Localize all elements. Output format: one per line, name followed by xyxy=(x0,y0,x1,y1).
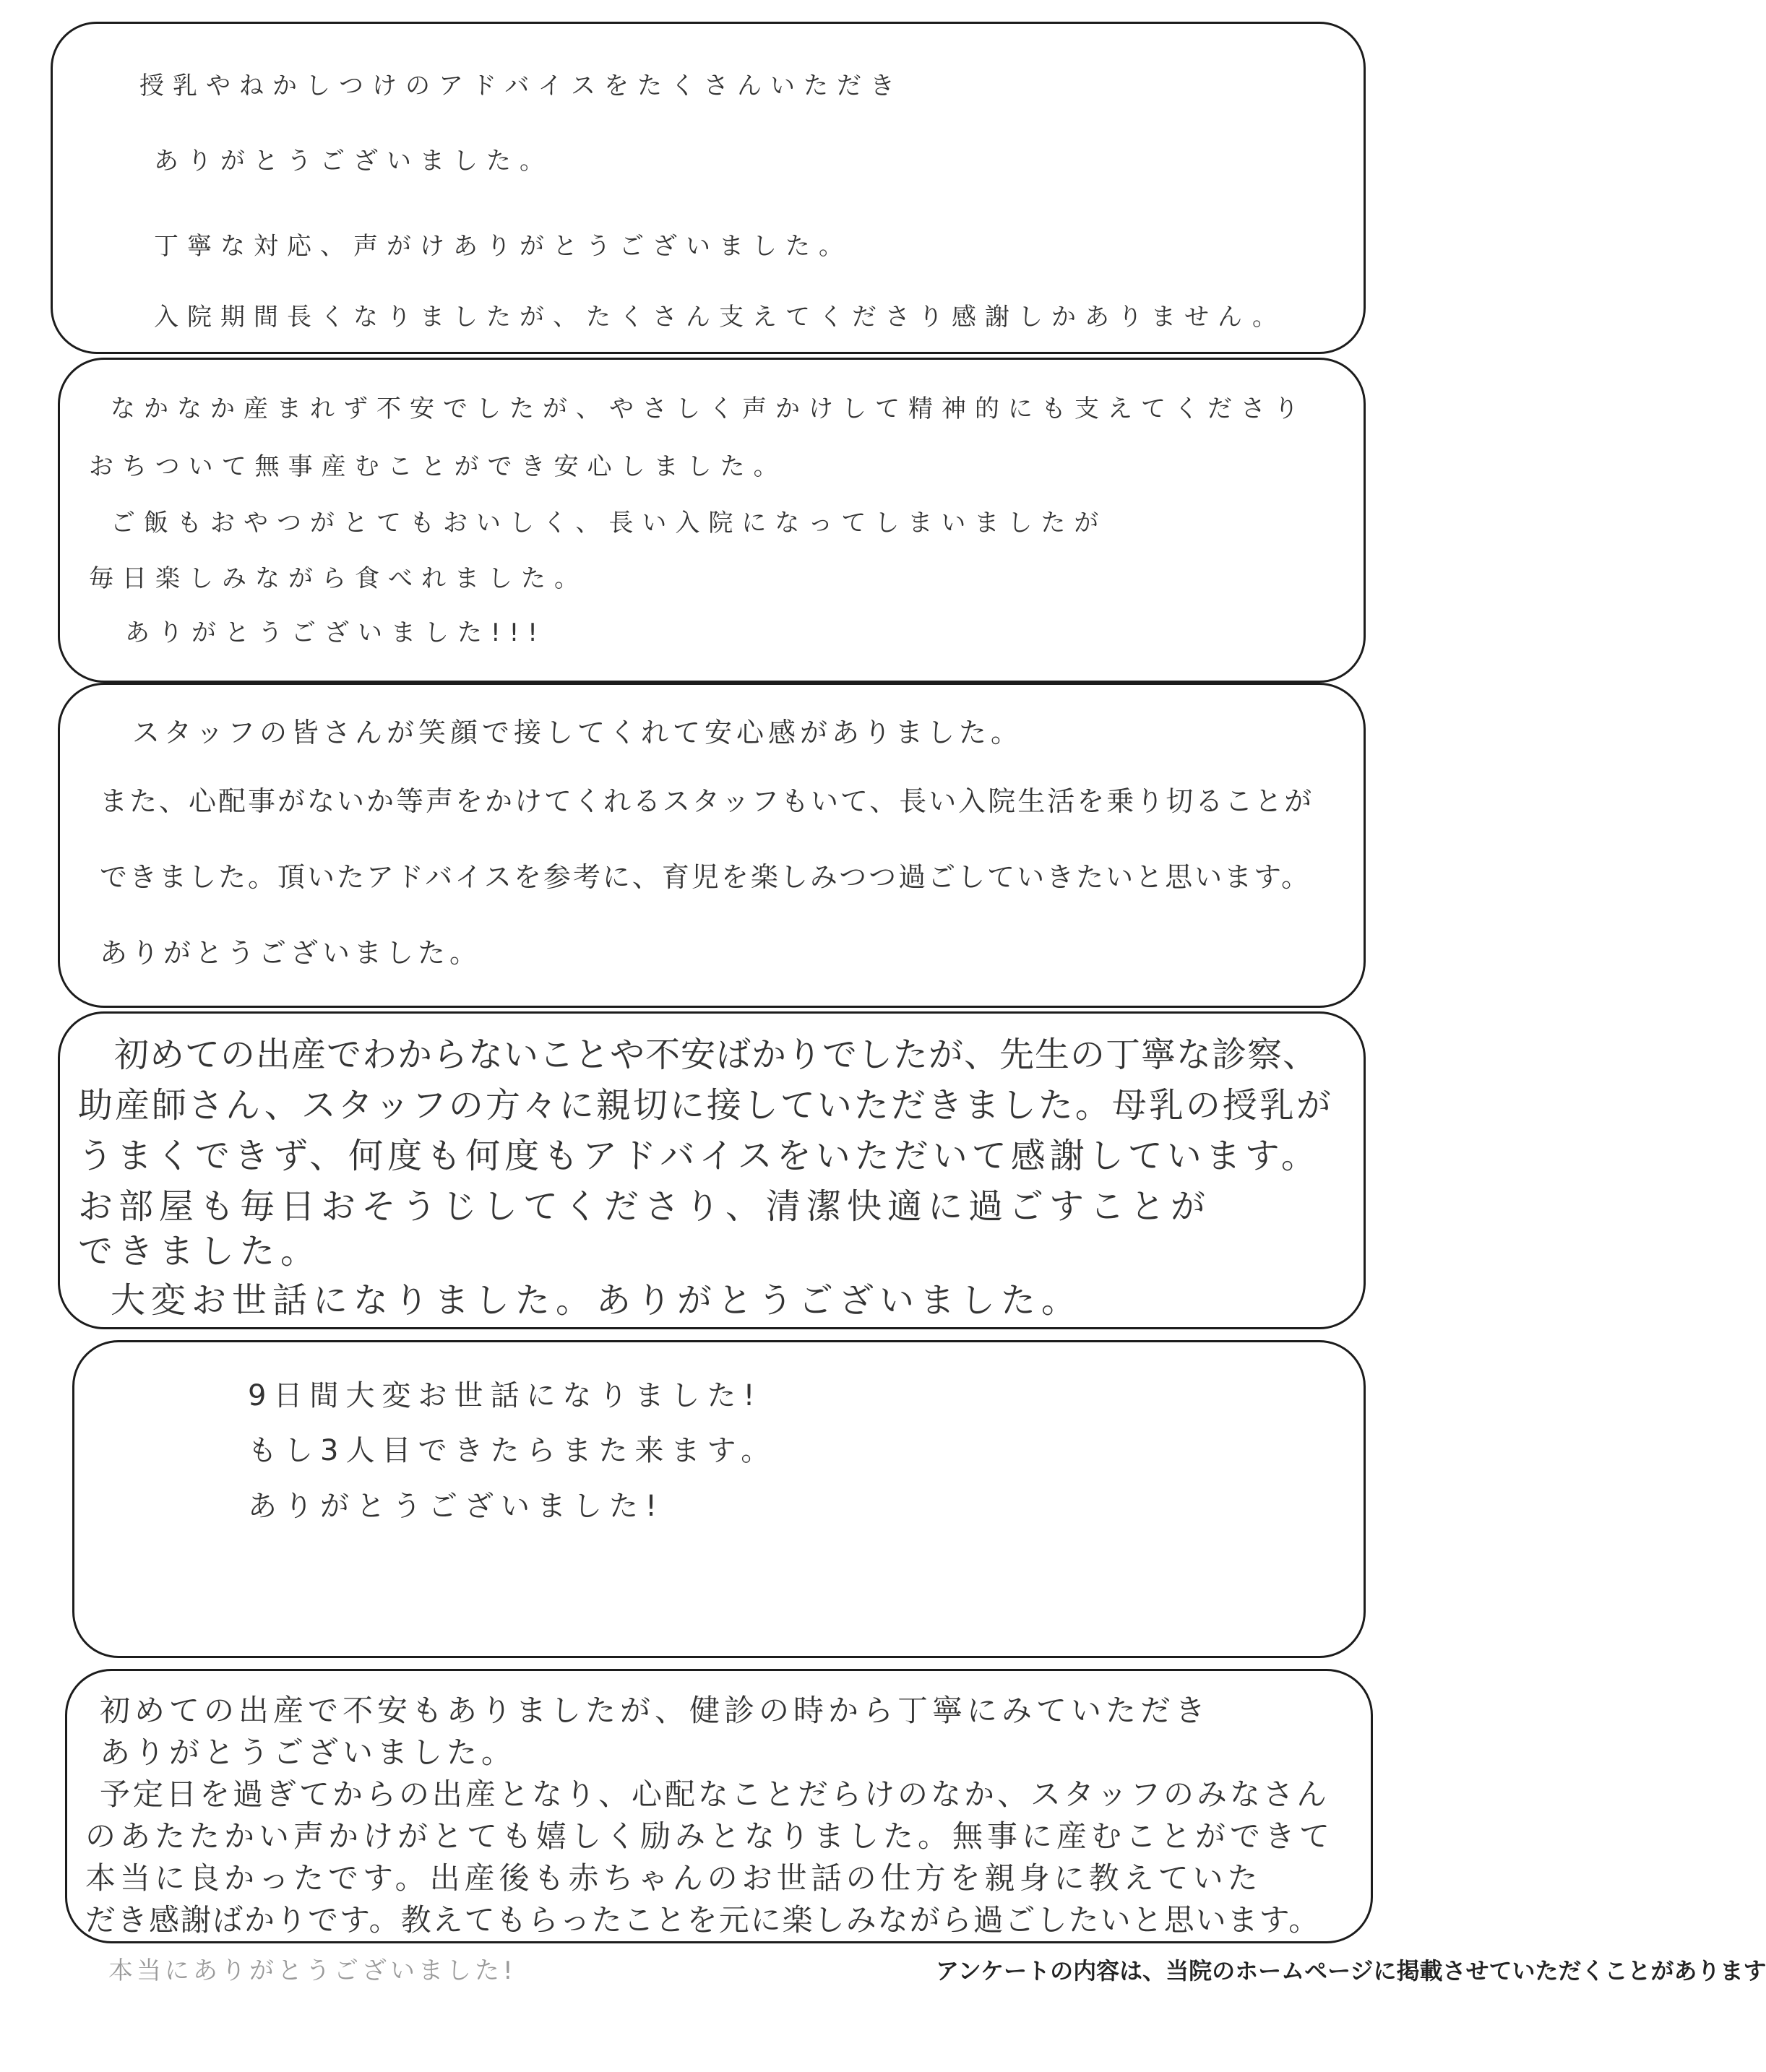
comment-line: また、心配事がないか等声をかけてくれるスタッフもいて、長い入院生活を乗り切ることが xyxy=(100,785,1314,817)
comment-line: うまくできず、何度も何度もアドバイスをいただいて感謝しています。 xyxy=(78,1136,1320,1176)
comment-line: 助産師さん、スタッフの方々に親切に接していただきました。母乳の授乳が xyxy=(78,1085,1333,1126)
comment-card-1 xyxy=(51,22,1366,354)
comment-line: 初めての出産で不安もありましたが、健診の時から丁寧にみていただき xyxy=(100,1693,1210,1728)
comment-line: お部屋も毎日おそうじしてくださり、清潔快適に過ごすことが xyxy=(78,1186,1212,1227)
comment-card-6 xyxy=(65,1669,1373,1943)
comment-line: おちついて無事産むことができ安心しました。 xyxy=(89,452,787,481)
comment-line: ありがとうございました。 xyxy=(154,147,553,176)
comment-line: 予定日を過ぎてからの出産となり、心配なことだらけのなか、スタッフのみなさん xyxy=(100,1777,1330,1812)
comment-line: もし3人目できたらまた来ます。 xyxy=(248,1434,778,1467)
comment-line: 毎日楽しみながら食べれました。 xyxy=(89,564,587,593)
comment-trailing-line: 本当にありがとうございました! xyxy=(108,1956,517,1985)
comment-line: ありがとうございました。 xyxy=(100,1735,517,1770)
comment-line: 9日間大変お世話になりました! xyxy=(248,1379,762,1412)
comment-line: ありがとうございました!!! xyxy=(125,618,546,647)
comment-line: ご飯もおやつがとてもおいしく、長い入院になってしまいましたが xyxy=(111,509,1108,538)
comment-line: 初めての出産でわからないことや不安ばかりでしたが、先生の丁寧な診察、 xyxy=(114,1035,1319,1075)
comment-card-5 xyxy=(72,1340,1366,1658)
comment-line: なかなか産まれず不安でしたが、やさしく声かけして精神的にも支えてくださり xyxy=(111,394,1307,423)
comment-card-4 xyxy=(58,1011,1366,1329)
comment-line: 丁寧な対応、声がけありがとうございました。 xyxy=(154,232,852,261)
comment-card-3 xyxy=(58,683,1366,1008)
comment-line: できました。 xyxy=(78,1231,322,1272)
comment-line: だき感謝ばかりです。教えてもらったことを元に楽しみながら過ごしたいと思います。 xyxy=(85,1902,1321,1938)
publication-notice: アンケートの内容は、当院のホームページに掲載させていただくことがあります xyxy=(936,1957,1766,1985)
comment-line: のあたたかい声かけがとても嬉しく励みとなりました。無事に産むことができて xyxy=(85,1818,1335,1854)
comment-line: ありがとうございました。 xyxy=(100,937,482,969)
comment-line: スタッフの皆さんが笑顔で接してくれて安心感がありました。 xyxy=(132,717,1023,748)
comment-line: 授乳やねかしつけのアドバイスをたくさんいただき xyxy=(139,72,903,100)
comment-card-2 xyxy=(58,358,1366,683)
comment-line: 本当に良かったです。出産後も赤ちゃんのお世話の仕方を親身に教えていた xyxy=(85,1860,1262,1896)
comment-line: ありがとうございました! xyxy=(248,1490,665,1523)
comment-line: 大変お世話になりました。ありがとうございました。 xyxy=(111,1280,1082,1321)
comment-line: できました。頂いたアドバイスを参考に、育児を楽しみつつ過ごしていきたいと思います。 xyxy=(100,861,1311,893)
comment-line: 入院期間長くなりましたが、たくさん支えてくださり感謝しかありません。 xyxy=(154,303,1286,332)
